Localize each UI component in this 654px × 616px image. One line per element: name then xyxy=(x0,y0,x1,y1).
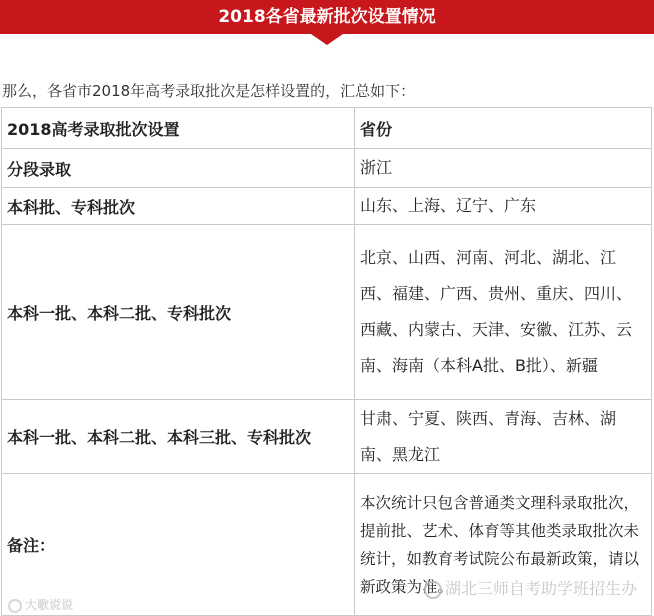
watermark-left xyxy=(8,596,73,613)
province-list: 山东、上海、辽宁、广东 xyxy=(355,188,652,225)
watermark-logo-icon xyxy=(8,599,22,613)
banner-title: 2018各省最新批次设置情况 xyxy=(218,7,436,27)
wechat-logo-icon xyxy=(424,581,442,599)
province-list: 浙江 xyxy=(355,149,652,188)
batch-label: 本科一批、本科二批、专科批次 xyxy=(2,225,355,400)
note-text: 本次统计只包含普通类文理科录取批次，提前批、艺术、体育等其他类录取批次未统计，如教育考试院公布最新政策，请以新政策为准。 xyxy=(355,474,652,616)
batch-label: 本科批、专科批次 xyxy=(2,188,355,225)
note-label: 备注： xyxy=(2,474,355,616)
table-header-row xyxy=(2,108,652,149)
watermark-right-text: 湖北三师自考助学班招生办 xyxy=(445,579,638,598)
table-row xyxy=(2,149,652,188)
intro-text: 那么，各省市2018年高考录取批次是怎样设置的，汇总如下： xyxy=(2,82,416,100)
section-banner xyxy=(0,0,654,34)
batch-label: 分段录取 xyxy=(2,149,355,188)
banner-arrow-shape xyxy=(311,34,343,45)
province-list: 北京、山西、河南、河北、湖北、江西、福建、广西、贵州、重庆、四川、西藏、内蒙古、天津、安徽、江苏、云南、海南（本科A批、B批）、新疆 xyxy=(355,225,652,400)
batch-label: 本科一批、本科二批、本科三批、专科批次 xyxy=(2,400,355,474)
table-row xyxy=(2,225,652,400)
table-row xyxy=(2,400,652,474)
watermark-left-text: 大歌说说 xyxy=(25,598,74,612)
province-list: 甘肃、宁夏、陕西、青海、吉林、湖南、黑龙江 xyxy=(355,400,652,474)
table-row xyxy=(2,188,652,225)
header-province: 省份 xyxy=(355,108,652,149)
watermark-right xyxy=(424,576,637,599)
header-batch-setting: 2018高考录取批次设置 xyxy=(2,108,355,149)
batch-table xyxy=(1,107,652,616)
